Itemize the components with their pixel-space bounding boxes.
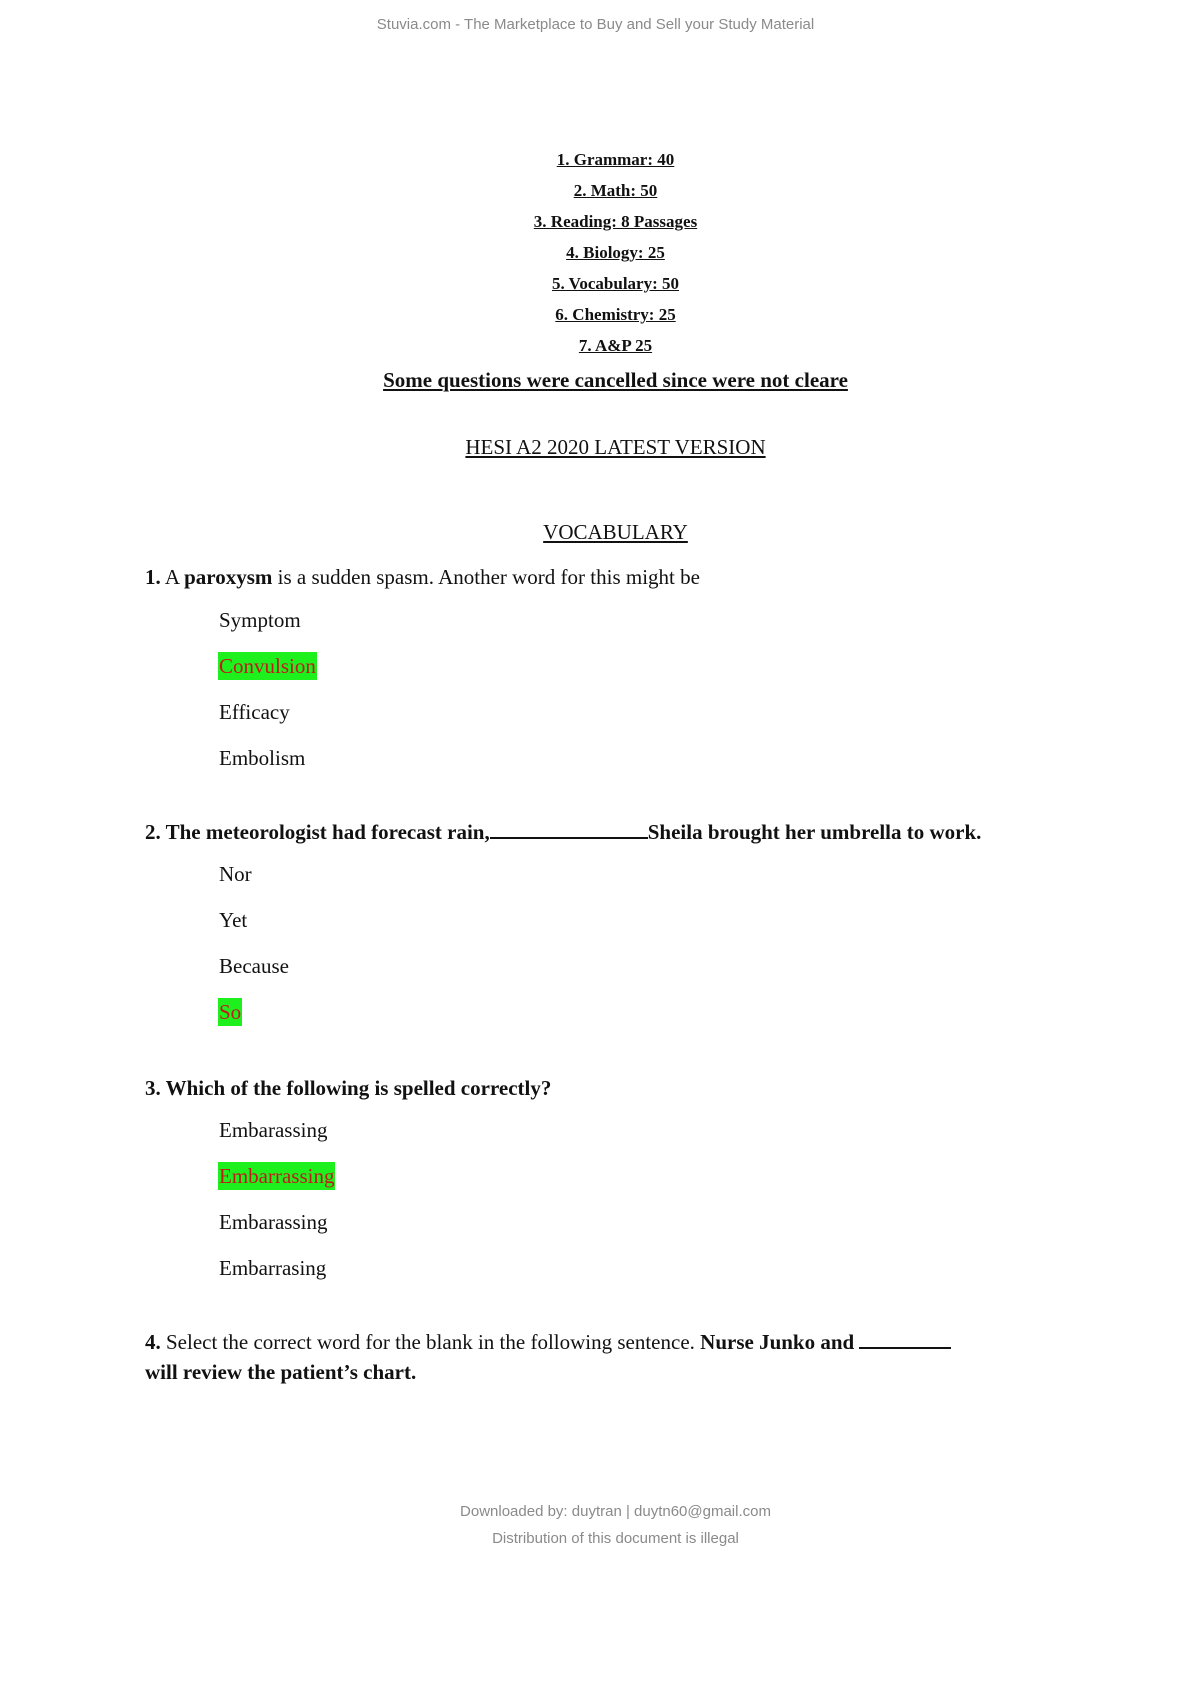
question-2-options [218,859,290,1043]
document-title: HESI A2 2020 LATEST VERSION [465,435,766,459]
question-number: 2. [145,820,161,844]
answer-blank [859,1329,951,1349]
answer-option: Because [219,954,289,978]
answer-option: Embarassing [219,1210,328,1234]
answer-blank [490,819,648,839]
topic-item-grammar: 1. Grammar: 40 [556,150,675,169]
question-3-options [218,1115,335,1299]
question-number: 4. [145,1330,161,1354]
question-text: The meteorologist had forecast rain, [160,820,490,844]
question-text: is a sudden spasm. Another word for this might be [272,565,700,589]
answer-option: Yet [219,908,248,932]
answer-option: Symptom [219,608,301,632]
distribution-notice: Distribution of this document is illegal [492,1530,739,1547]
answer-option-correct: Convulsion [219,654,316,678]
answer-option-correct: So [219,1000,242,1024]
question-4 [145,1327,1075,1387]
question-text: Which of the following is spelled correctly? [160,1076,552,1100]
section-heading: VOCABULARY [543,520,688,544]
question-1 [145,562,1085,592]
cancelled-notice: Some questions were cancelled since were not cleare [383,368,848,392]
answer-option: Embolism [219,746,306,770]
question-text: A [160,565,185,589]
question-text-bold: will review the patient’s chart. [145,1360,417,1384]
question-3 [145,1073,1085,1103]
topic-item-anatomy: 7. A&P 25 [578,336,653,355]
topic-item-vocabulary: 5. Vocabulary: 50 [551,274,680,293]
question-number: 1. [145,565,161,589]
answer-option: Embarassing [219,1118,328,1142]
answer-option: Efficacy [219,700,290,724]
question-text: Sheila brought her umbrella to work. [647,820,982,844]
topic-list [0,144,1191,361]
question-2 [145,817,1145,847]
question-number: 3. [145,1076,161,1100]
question-1-options [218,605,317,789]
topic-item-reading: 3. Reading: 8 Passages [533,212,698,231]
topic-item-chemistry: 6. Chemistry: 25 [555,305,676,324]
topic-item-math: 2. Math: 50 [573,181,658,200]
stuvia-watermark: Stuvia.com - The Marketplace to Buy and Sell your Study Material [376,16,815,33]
answer-option: Nor [219,862,252,886]
answer-option: Embarrasing [219,1256,327,1280]
topic-item-biology: 4. Biology: 25 [566,243,665,262]
answer-option-correct: Embarrassing [219,1164,335,1188]
question-text-bold: Nurse Junko and [700,1330,860,1354]
question-text: Select the correct word for the blank in the following sentence. [160,1330,701,1354]
question-keyword: paroxysm [184,565,273,589]
download-info: Downloaded by: duytran | duytn60@gmail.com [460,1503,771,1520]
